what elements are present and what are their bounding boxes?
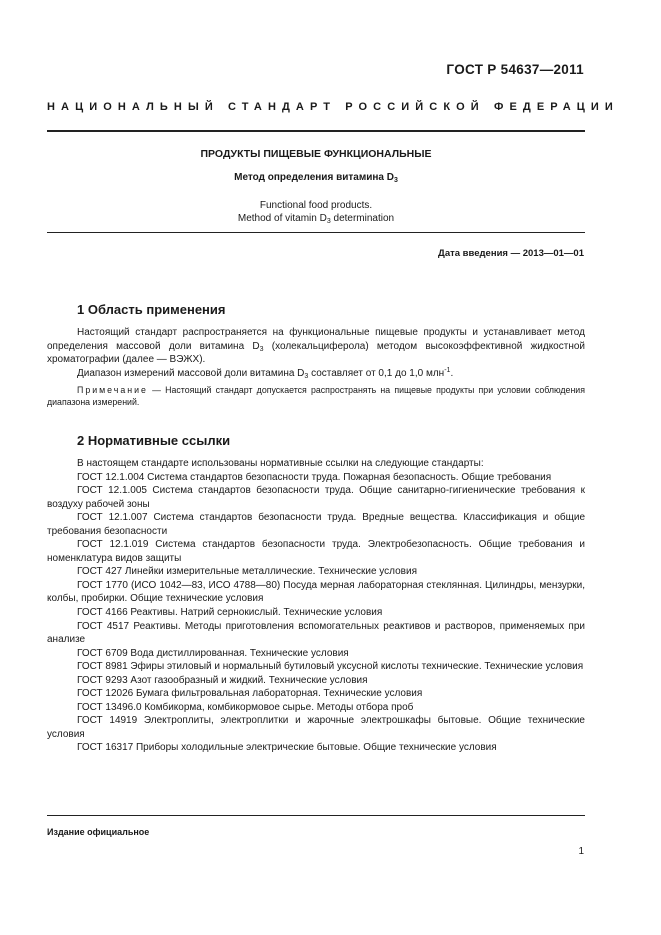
edition-note: Издание официальное — [47, 827, 150, 837]
reference-item: ГОСТ 6709 Вода дистиллированная. Технические условия — [77, 647, 349, 659]
reference-item: ГОСТ 12.1.005 Система стандартов безопасности труда. Общие санитарно-гигиенические требования к воздуху рабочей зоны — [47, 485, 585, 510]
reference-item: ГОСТ 1770 (ИСО 1042—83, ИСО 4788—80) Посуда мерная лабораторная стеклянная. Цилиндры, мензурки, колбы, пробирки. Общие технические условия — [47, 579, 585, 605]
reference-item: ГОСТ 4166 Реактивы. Натрий сернокислый. Технические условия — [77, 607, 383, 619]
page-number: 1 — [578, 846, 584, 857]
title-rule — [47, 232, 585, 233]
reference-item: ГОСТ 12.1.019 Система стандартов безопасности труда. Электробезопасность. Общие требования и номенклатура видов защиты — [47, 539, 585, 564]
english-title: Functional food products. Method of vitamin $D_3$ determination — [237, 200, 395, 225]
reference-item: ГОСТ 12.1.004 Система стандартов безопасности труда. Пожарная безопасность. Общие требования — [77, 471, 552, 483]
section-1-text: Настоящий стандарт распространяется на функциональные пищевые продукты и устанавливает метод определения массовой доли витамина $D_3$ (холекальциферола) методом высокоэффективной жидкостной хроматографии (далее — ВЭЖХ). Диапазон измерений массовой доли витамина $D_3$ составляет от 0,1 до 1,0 млн$^{-1}$. — [47, 327, 585, 380]
reference-item: ГОСТ 427 Линейки измерительные металлические. Технические условия — [77, 566, 417, 578]
section-1-heading: 1 Область применения — [77, 302, 226, 317]
national-standard-banner: НАЦИОНАЛЬНЫЙ СТАНДАРТ РОССИЙСКОЙ ФЕДЕРАЦИИ — [47, 101, 619, 113]
standard-id: ГОСТ Р 54637—2011 — [446, 62, 584, 77]
reference-item: ГОСТ 12.1.007 Система стандартов безопасности труда. Вредные вещества. Классификация и общие требования безопасности — [47, 512, 585, 537]
reference-item: ГОСТ 14919 Электроплиты, электроплитки и жарочные электрошкафы бытовые. Общие технические условия — [47, 715, 585, 740]
reference-item: В настоящем стандарте использованы нормативные ссылки на следующие стандарты: — [77, 458, 484, 469]
section-1-note: Примечание — Настоящий стандарт допускается распространять на пищевые продукты при условии соблюдения диапазона измерений. — [47, 385, 585, 407]
reference-item: ГОСТ 8981 Эфиры этиловый и нормальный бутиловый уксусной кислоты технические. Технические условия — [77, 661, 584, 673]
reference-item: ГОСТ 4517 Реактивы. Методы приготовления вспомогательных реактивов и растворов, применяемых при анализе — [47, 620, 585, 646]
reference-item: ГОСТ 16317 Приборы холодильные электрические бытовые. Общие технические условия — [77, 742, 497, 754]
introduction-date: Дата введения — 2013—01—01 — [438, 248, 584, 259]
footer-rule — [47, 815, 585, 816]
section-2-heading: 2 Нормативные ссылки — [77, 433, 231, 448]
reference-item: ГОСТ 13496.0 Комбикорма, комбикормовое сырье. Методы отбора проб — [77, 701, 414, 713]
document-subtitle: Метод определения витамина $D_3$ — [234, 172, 398, 184]
document-title: ПРОДУКТЫ ПИЩЕВЫЕ ФУНКЦИОНАЛЬНЫЕ — [200, 148, 432, 160]
reference-item: ГОСТ 12026 Бумага фильтровальная лабораторная. Технические условия — [77, 688, 423, 700]
reference-item: ГОСТ 9293 Азот газообразный и жидкий. Технические условия — [77, 674, 368, 686]
header-rule — [47, 130, 585, 132]
normative-references — [47, 457, 585, 755]
